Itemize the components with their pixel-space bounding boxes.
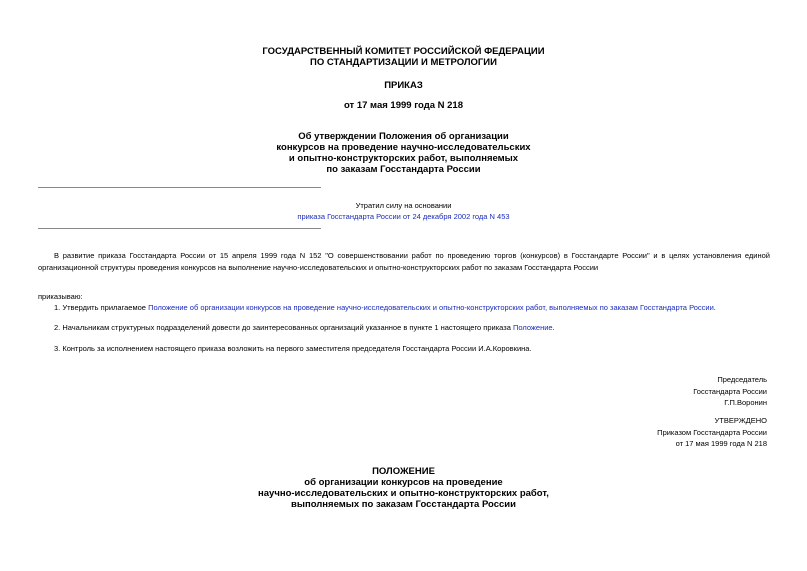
subject-line-4: по заказам Госстандарта России: [326, 164, 481, 175]
regulation-line-2: научно-исследовательских и опытно-конструкторских работ,: [258, 488, 549, 499]
order-item-2-end: .: [552, 323, 555, 332]
status-note-text: Утратил силу на основании: [355, 201, 452, 210]
approval-label: УТВЕРЖДЕНО: [714, 416, 767, 425]
order-item-2: [38, 322, 770, 334]
signature-block: [693, 374, 767, 409]
organization-line-2: ПО СТАНДАРТИЗАЦИИ И МЕТРОЛОГИИ: [310, 57, 497, 68]
signature-org: Госстандарта России: [693, 386, 767, 396]
document-type: [0, 80, 807, 91]
signature-name: Г.П.Воронин: [724, 398, 767, 407]
document-subject: [0, 131, 807, 175]
document-type-label: ПРИКАЗ: [384, 80, 423, 91]
subject-line-3: и опытно-конструкторских работ, выполняемых: [288, 153, 519, 164]
approval-date: от 17 мая 1999 года N 218: [675, 439, 767, 448]
order-item-2-text: 2. Начальникам структурных подразделений довести до заинтересованных организаций указанное в пункте 1 настоящего приказа: [54, 323, 513, 332]
regulation-link[interactable]: Положение об организации конкурсов на проведение научно-исследовательских и опытно-конструкторских работ, выполняемых по заказам Госстандарта России: [148, 303, 714, 312]
divider-bottom: [38, 228, 321, 229]
regulation-short-link[interactable]: Положение: [512, 323, 553, 332]
order-item-1: [38, 302, 770, 314]
divider-top: [38, 187, 321, 188]
order-item-3: 3. Контроль за исполнением настоящего приказа возложить на первого заместителя председателя Госстандарта России И.А.Коровкина.: [54, 344, 532, 353]
preamble-paragraph: В развитие приказа Госстандарта России от 15 апреля 1999 года N 152 "О совершенствовании работ по проведению торгов (конкурсов) в Госстандарте России" и в целях установления единой организационной структуры проведения конкурсов на выполнение научно-исследовательских и опытно-конструкторских работ по заказам Госстандарта России: [38, 251, 770, 272]
document-date-number: [0, 100, 807, 111]
order-word: приказываю:: [38, 292, 83, 301]
organization-line-1: ГОСУДАРСТВЕННЫЙ КОМИТЕТ РОССИЙСКОЙ ФЕДЕРАЦИИ: [262, 46, 545, 57]
regulation-heading: [0, 466, 807, 510]
approval-by-order: Приказом Госстандарта России: [657, 427, 767, 437]
regulation-line-1: об организации конкурсов на проведение: [304, 477, 503, 488]
subject-line-1: Об утверждении Положения об организации: [298, 131, 509, 142]
subject-line-2: конкурсов на проведение научно-исследовательских: [276, 142, 531, 153]
status-note: [0, 201, 807, 210]
signature-title: Председатель: [717, 375, 767, 384]
approval-block: [657, 415, 767, 450]
repeal-order-link[interactable]: приказа Госстандарта России от 24 декабря 2002 года N 453: [297, 212, 510, 221]
regulation-title: ПОЛОЖЕНИЕ: [372, 466, 435, 477]
regulation-line-3: выполняемых по заказам Госстандарта России: [291, 499, 516, 510]
status-note-link-row: [0, 212, 807, 221]
order-item-1-end: .: [713, 303, 716, 312]
document-date-number-label: от 17 мая 1999 года N 218: [343, 100, 464, 111]
order-item-1-text: 1. Утвердить прилагаемое: [54, 303, 149, 312]
organization-heading: [0, 46, 807, 68]
